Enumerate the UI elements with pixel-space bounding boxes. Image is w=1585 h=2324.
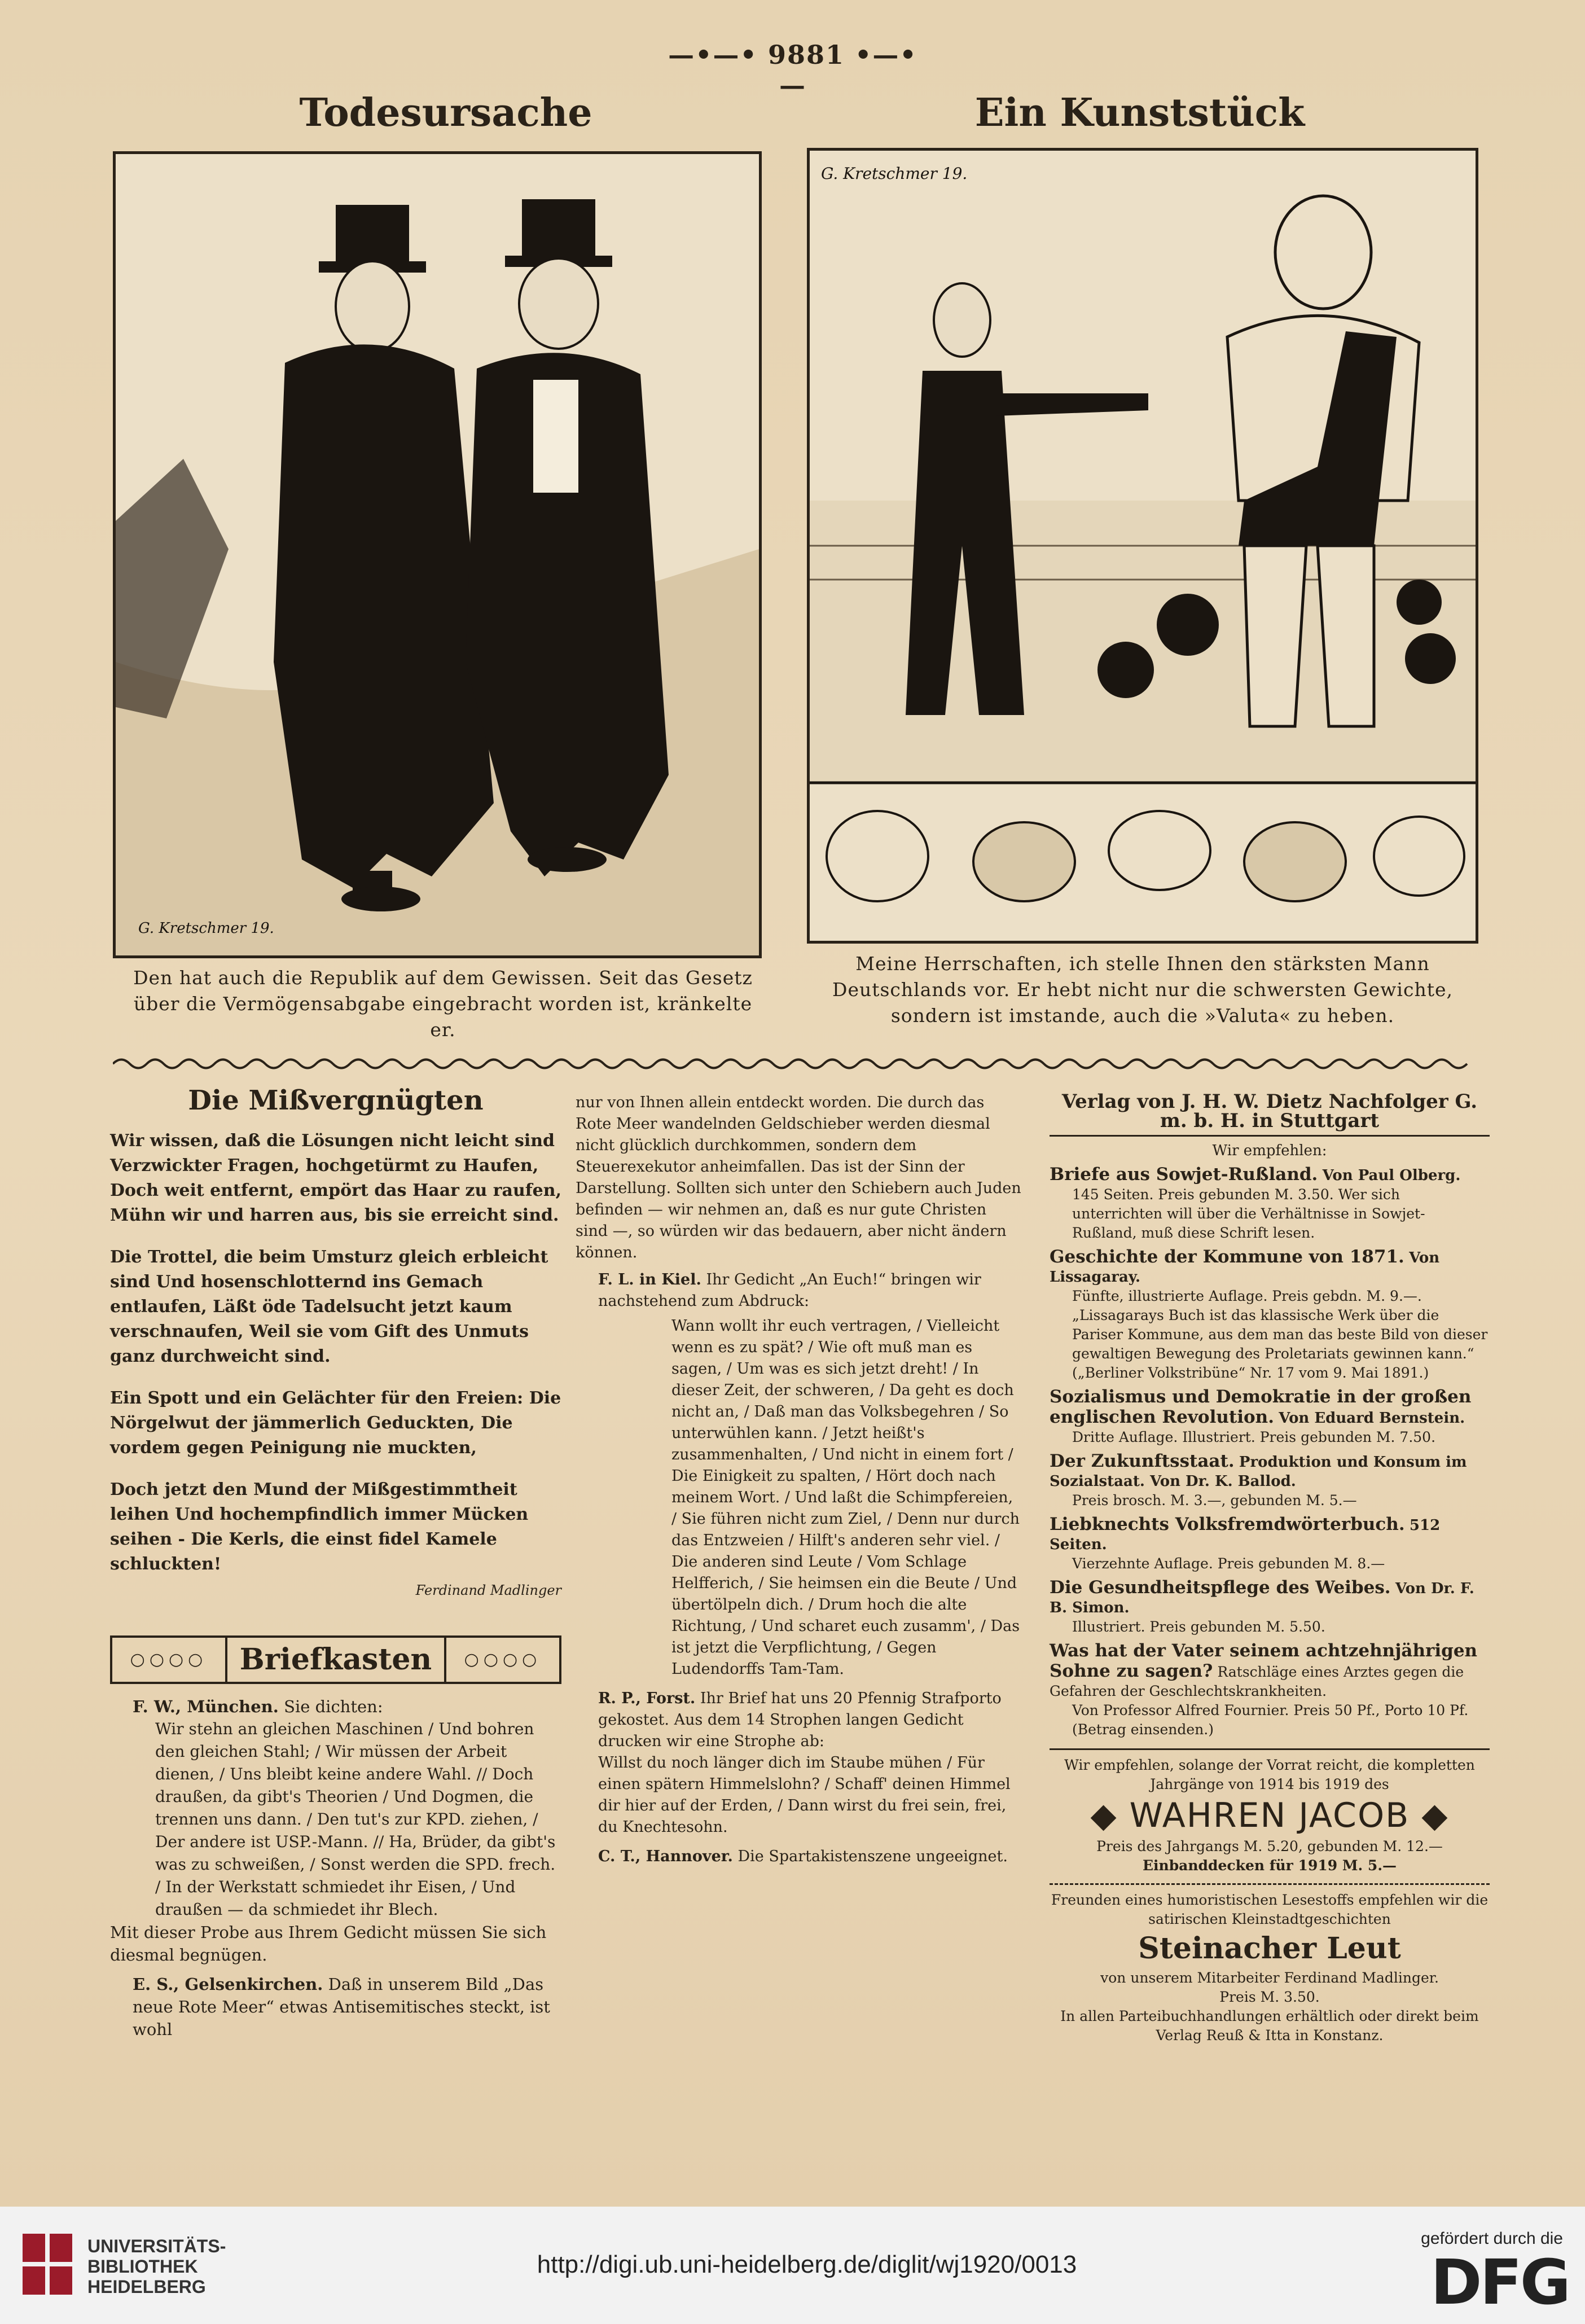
entry-text: Daß in unserem Bild „Das neue Rote Meer“ etwas Antisemitisches steckt, ist wohl <box>133 1975 550 2039</box>
entry-end: Mit dieser Probe aus Ihrem Gedicht müssen Sie sich diesmal begnügen. <box>110 1923 547 1965</box>
poem-stanza: Doch jetzt den Mund der Mißgestimmtheit leihen Und hochempfindlich immer Mücken seihen - Die Kerls, die einst fidel Kamele schluckten! <box>110 1480 529 1574</box>
entry-poem: Willst du noch länger dich im Staube mühen / Für einen spätern Himmelslohn? / Schaff' deinen Himmel dir hier auf der Erden, / Dann wirst du frei sein, frei, du Knechtesohn. <box>598 1754 1011 1836</box>
publisher-heading: Verlag von J. H. W. Dietz Nachfolger G. m. b. H. in Stuttgart <box>1061 1090 1478 1132</box>
book-author: Produktion und Konsum im Sozialstaat. Von Dr. K. Ballod. <box>1050 1454 1467 1490</box>
briefkasten-dots-left: ○○○○ <box>112 1638 227 1682</box>
briefkasten-entry <box>576 1688 1021 1752</box>
steinacher-intro: Freunden eines humoristischen Lesestoffs empfehlen wir die satirischen Kleinstadtgeschichten <box>1051 1892 1489 1927</box>
book-text: Von Professor Alfred Fournier. Preis 50 Pf., Porto 10 Pf. (Betrag einsenden.) <box>1072 1702 1469 1738</box>
briefkasten-dots-right: ○○○○ <box>444 1638 559 1682</box>
briefkasten-header <box>110 1635 561 1684</box>
briefkasten-entry <box>110 1973 561 2041</box>
cartoon-left-title: Todesursache <box>299 90 592 135</box>
entry-head: R. P., Forst. <box>598 1690 696 1707</box>
cartoon-right-image <box>807 148 1478 944</box>
cartoon-left-image <box>113 151 762 958</box>
cartoon-right-drawing <box>810 151 1476 941</box>
library-name: UNIVERSITÄTS- BIBLIOTHEK HEIDELBERG <box>87 2236 226 2297</box>
briefkasten-entry <box>576 1269 1021 1312</box>
cartoon-left-caption: Den hat auch die Republik auf dem Gewissen. Seit das Gesetz über die Vermögensabgabe eingebracht worden ist, kränkelte er. <box>133 967 753 1041</box>
cartoon-left-drawing <box>116 154 759 955</box>
cartoon-right-signature: G. Kretschmer 19. <box>821 164 968 183</box>
page-number: —•—• 9881 •—•— <box>668 40 917 100</box>
book-ad <box>1050 1165 1490 1243</box>
poem-author: Ferdinand Madlinger <box>415 1582 561 1598</box>
book-ad <box>1050 1452 1490 1510</box>
jacob-title: ◆ WAHREN JACOB ◆ <box>1090 1796 1449 1835</box>
digitization-footer <box>0 2207 1585 2324</box>
book-text: Vierzehnte Auflage. Preis gebunden M. 8.— <box>1072 1555 1385 1572</box>
book-title: Sozialismus und Demokratie in der großen englischen Revolution. <box>1050 1387 1472 1427</box>
book-author: 512 Seiten. <box>1050 1517 1441 1553</box>
wavy-separator <box>113 1055 1478 1072</box>
dfg-logo: DFG <box>1430 2246 1569 2318</box>
book-text: Dritte Auflage. Illustriert. Preis gebunden M. 7.50. <box>1072 1429 1436 1445</box>
right-column-ads <box>1050 1092 1490 2045</box>
entry-text: Sie dichten: <box>284 1697 383 1716</box>
book-author: Von Lissagaray. <box>1050 1249 1440 1286</box>
book-title: Was hat der Vater seinem achtzehnjährigen Sohne zu sagen? <box>1050 1641 1478 1681</box>
book-ad <box>1050 1387 1490 1447</box>
library-logo-icon <box>23 2234 73 2296</box>
book-ad <box>1050 1641 1490 1739</box>
entry-text: Die Spartakistenszene ungeeignet. <box>737 1848 1008 1865</box>
book-text: Illustriert. Preis gebunden M. 5.50. <box>1072 1619 1325 1635</box>
poem-stanza: Die Trottel, die beim Umsturz gleich erbleicht sind Und hosenschlotternd ins Gemach entlaufen, Läßt öde Tadelsucht jetzt kaum verschnaufen, Weil sie vom Gift des Unmuts ganz durchweicht sind. <box>110 1247 548 1366</box>
poem-stanza: Wir wissen, daß die Lösungen nicht leicht sind Verzwickter Fragen, hochgetürmt zu Haufen, Doch weit entfernt, empört das Haar zu raufen, Mühn wir und harren aus, bis sie erreicht sind. <box>110 1131 562 1225</box>
permalink-url[interactable]: http://digi.ub.uni-heidelberg.de/diglit/wj1920/0013 <box>537 2251 1077 2278</box>
book-title: Die Gesundheitspflege des Weibes. <box>1050 1577 1391 1598</box>
jacob-intro: Wir empfehlen, solange der Vorrat reicht, die kompletten Jahrgänge von 1914 bis 1919 des <box>1064 1757 1475 1792</box>
steinacher-where: In allen Parteibuchhandlungen erhältlich oder direkt beim Verlag Reuß & Itta in Konstanz. <box>1060 2008 1479 2044</box>
book-text: 145 Seiten. Preis gebunden M. 3.50. Wer sich unterrichten will über die Verhältnisse in Sowjet-Rußland, muß diese Schrift lesen. <box>1072 1186 1425 1241</box>
book-author: Von Dr. F. B. Simon. <box>1050 1580 1474 1616</box>
left-column <box>110 1085 562 2041</box>
jacob-einband: Einbanddecken für 1919 M. 5.— <box>1142 1857 1397 1874</box>
steinacher-price: Preis M. 3.50. <box>1219 1989 1320 2005</box>
cartoon-right-caption: Meine Herrschaften, ich stelle Ihnen den stärksten Mann Deutschlands vor. Er hebt nicht nur die schwersten Gewichte, sondern ist imstande, auch die »Valuta« zu heben. <box>832 953 1453 1027</box>
book-title: Briefe aus Sowjet-Rußland. <box>1050 1164 1318 1185</box>
jacob-price: Preis des Jahrgangs M. 5.20, gebunden M. 12.— <box>1096 1838 1443 1854</box>
book-text: Preis brosch. M. 3.—, gebunden M. 5.— <box>1072 1492 1357 1509</box>
book-title: Der Zukunftsstaat. <box>1050 1451 1235 1471</box>
recommend-label: Wir empfehlen: <box>1212 1142 1327 1159</box>
entry-head: C. T., Hannover. <box>598 1848 733 1865</box>
briefkasten-entry <box>576 1846 1021 1867</box>
book-ad <box>1050 1578 1490 1637</box>
entry-continuation: nur von Ihnen allein entdeckt worden. Die durch das Rote Meer wandelnden Geldschieber werden diesmal nicht glücklich durchkommen, sondern dem Steuerexekutor anheimfallen. Das ist der Sinn der Darstellung. Sollten sich unter den Schiebern auch Juden befinden — wir nehmen an, daß es nur gute Christen sind —, so würden wir das bedauern, aber nicht ändern können. <box>576 1094 1021 1261</box>
middle-column <box>576 1092 1021 1867</box>
book-author: Ratschläge eines Arztes gegen die Gefahren der Geschlechtskrankheiten. <box>1050 1664 1464 1699</box>
steinacher-title: Steinacher Leut <box>1138 1931 1401 1966</box>
funded-by-label: gefördert durch die <box>1421 2229 1563 2248</box>
steinacher-by: von unserem Mitarbeiter Ferdinand Madlinger. <box>1100 1970 1439 1986</box>
briefkasten-entry <box>110 1695 561 1718</box>
poem-title: Die Mißvergnügten <box>188 1085 484 1116</box>
entry-head: E. S., Gelsenkirchen. <box>133 1975 323 1994</box>
book-author: Von Paul Olberg. <box>1322 1167 1461 1184</box>
book-title: Geschichte der Kommune von 1871. <box>1050 1247 1404 1267</box>
book-text: Fünfte, illustrierte Auflage. Preis gebdn. M. 9.—. „Lissagarays Buch ist das klassische Werk über die Pariser Kommune, aus dem man das beste Bild von dieser gewaltigen Bewegung des Proletariats gewinnen kann.“ („Berliner Volkstribüne“ Nr. 17 vom 9. Mai 1891.) <box>1072 1288 1488 1381</box>
briefkasten-label: Briefkasten <box>239 1642 432 1677</box>
book-ad <box>1050 1515 1490 1573</box>
cartoon-right-title: Ein Kunststück <box>974 90 1305 135</box>
entry-text: Ihr Gedicht „An Euch!“ bringen wir nachstehend zum Abdruck: <box>598 1271 981 1310</box>
entry-head: F. L. in Kiel. <box>598 1271 701 1288</box>
entry-poem: Wann wollt ihr euch vertragen, / Vielleicht wenn es zu spät? / Wie oft muß man es sagen, / Um was es sich jetzt dreht! / In dieser Zeit, der schweren, / Da geht es doch nicht an, / Daß man das Volksbegehren / So unterwühlen kann. / Jetzt heißt's zusammenhalten, / Und nicht in einem fort / Die Einigkeit zu spalten, / Hört doch nach meinem Wort. / Und laßt die Schimpfereien, / Sie führen nicht zum Ziel, / Denn nur durch das Entzweien / Hilft's anderen sehr viel. / Die anderen sind Leute / Vom Schlage Helfferich, / Sie heimsen ein die Beute / Und übertölpeln dich. / Drum hoch die alte Richtung, / Und scharet euch zusamm', / Das ist jetzt die Verpflichtung, / Gegen Ludendorffs Tam-Tam. <box>671 1317 1020 1678</box>
book-title: Liebknechts Volksfremdwörterbuch. <box>1050 1514 1405 1534</box>
entry-text: Ihr Brief hat uns 20 Pfennig Strafporto gekostet. Aus dem 14 Strophen langen Gedicht drucken wir eine Strophe ab: <box>598 1690 1002 1750</box>
entry-poem: Wir stehn an gleichen Maschinen / Und bohren den gleichen Stahl; / Wir müssen der Arbeit dienen, / Uns bleibt keine andere Wahl. // Doch draußen, da gibt's Theorien / Und Dogmen, die trennen uns dann. / Den tut's zur KPD. ziehen, / Der andere ist USP.-Mann. // Ha, Brüder, da gibt's was zu schweißen, / Sonst werden die SPD. frech. / In der Werkstatt schmiedet ihr Eisen, / Und draußen — da schmiedet ihr Blech. <box>155 1720 556 1919</box>
cartoon-left-signature: G. Kretschmer 19. <box>138 920 274 937</box>
book-ad <box>1050 1247 1490 1383</box>
book-author: Von Eduard Bernstein. <box>1279 1410 1465 1427</box>
poem-stanza: Ein Spott und ein Gelächter für den Freien: Die Nörgelwut der jämmerlich Geduckten, Die vordem gegen Peinigung nie muckten, <box>110 1388 561 1458</box>
entry-head: F. W., München. <box>133 1697 279 1716</box>
